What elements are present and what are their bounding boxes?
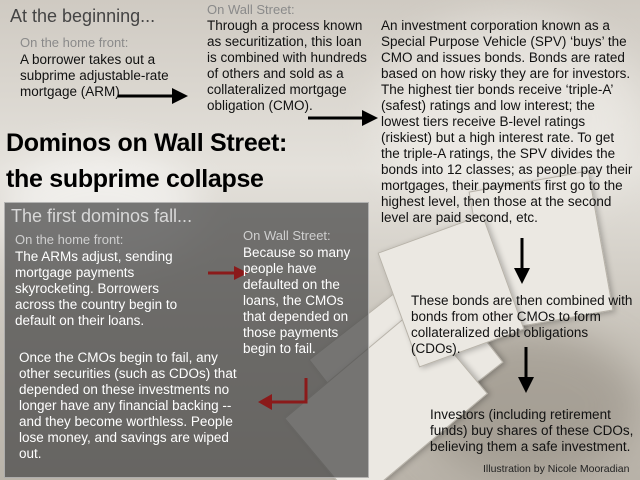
illustration-credit: Illustration by Nicole Mooradian [483, 463, 630, 475]
arrow-down-icon [512, 238, 532, 284]
arrow-right-icon [118, 86, 188, 106]
section-heading-beginning: At the beginning... [10, 6, 156, 26]
spv-text: An investment corporation known as a Special Purpose Vehicle (SPV) ‘buys’ the CMO and issues bonds. Bonds are rated based on how risky they are for investors. The highest tier bonds receive ‘triple-A’ (safest) ratings and low interest; the lowest tiers receive B-level ratings (riskiest) but a high interest rate. To get the triple-A ratings, the SPV divides the bonds into 12 classes; as people pay their mortgages, their payments first go to the highest level, then those at the second level are paid second, etc. [381, 18, 633, 225]
arrow-down-icon [516, 347, 536, 393]
home-front-label: On the home front: [20, 35, 129, 50]
first-dominos-panel [4, 202, 369, 478]
panel-heading: The first dominos fall... [11, 206, 193, 226]
panel-home-front-text: The ARMs adjust, sending mortgage payments skyrocketing. Borrowers across the country begin to default on their loans. [15, 249, 178, 328]
wall-street-label: On Wall Street: [207, 2, 295, 17]
panel-wall-street-label: On Wall Street: [243, 228, 331, 243]
arrow-return-icon [256, 378, 312, 418]
arrow-right-icon [308, 108, 378, 128]
page-title [6, 128, 306, 195]
title-line-1: Dominos on Wall Street: [6, 129, 288, 157]
wall-street-text: Through a process known as securitization, this loan is combined with hundreds of others and sold as a collateralized mortgage obligation (CMO). [207, 18, 367, 113]
investors-text: Investors (including retirement funds) buy shares of these CDOs, believing them a safe investment. [430, 407, 634, 454]
home-front-text: A borrower takes out a subprime adjustable-rate mortgage (ARM). [20, 52, 169, 99]
panel-wall-street-text: Because so many people have defaulted on the loans, the CMOs that depended on those payments begin to fail. [243, 245, 351, 356]
panel-bottom-text: Once the CMOs begin to fail, any other securities (such as CDOs) that depended on these investments no longer have any financial backing -- and they become worthless. People lose money, and savings are wiped out. [19, 350, 237, 461]
panel-home-front-label: On the home front: [15, 232, 124, 247]
arrow-right-icon [208, 265, 248, 281]
title-line-2: the subprime collapse [6, 165, 264, 193]
cdo-text: These bonds are then combined with bonds from other CMOs to form collateralized debt obligations (CDOs). [411, 293, 633, 356]
